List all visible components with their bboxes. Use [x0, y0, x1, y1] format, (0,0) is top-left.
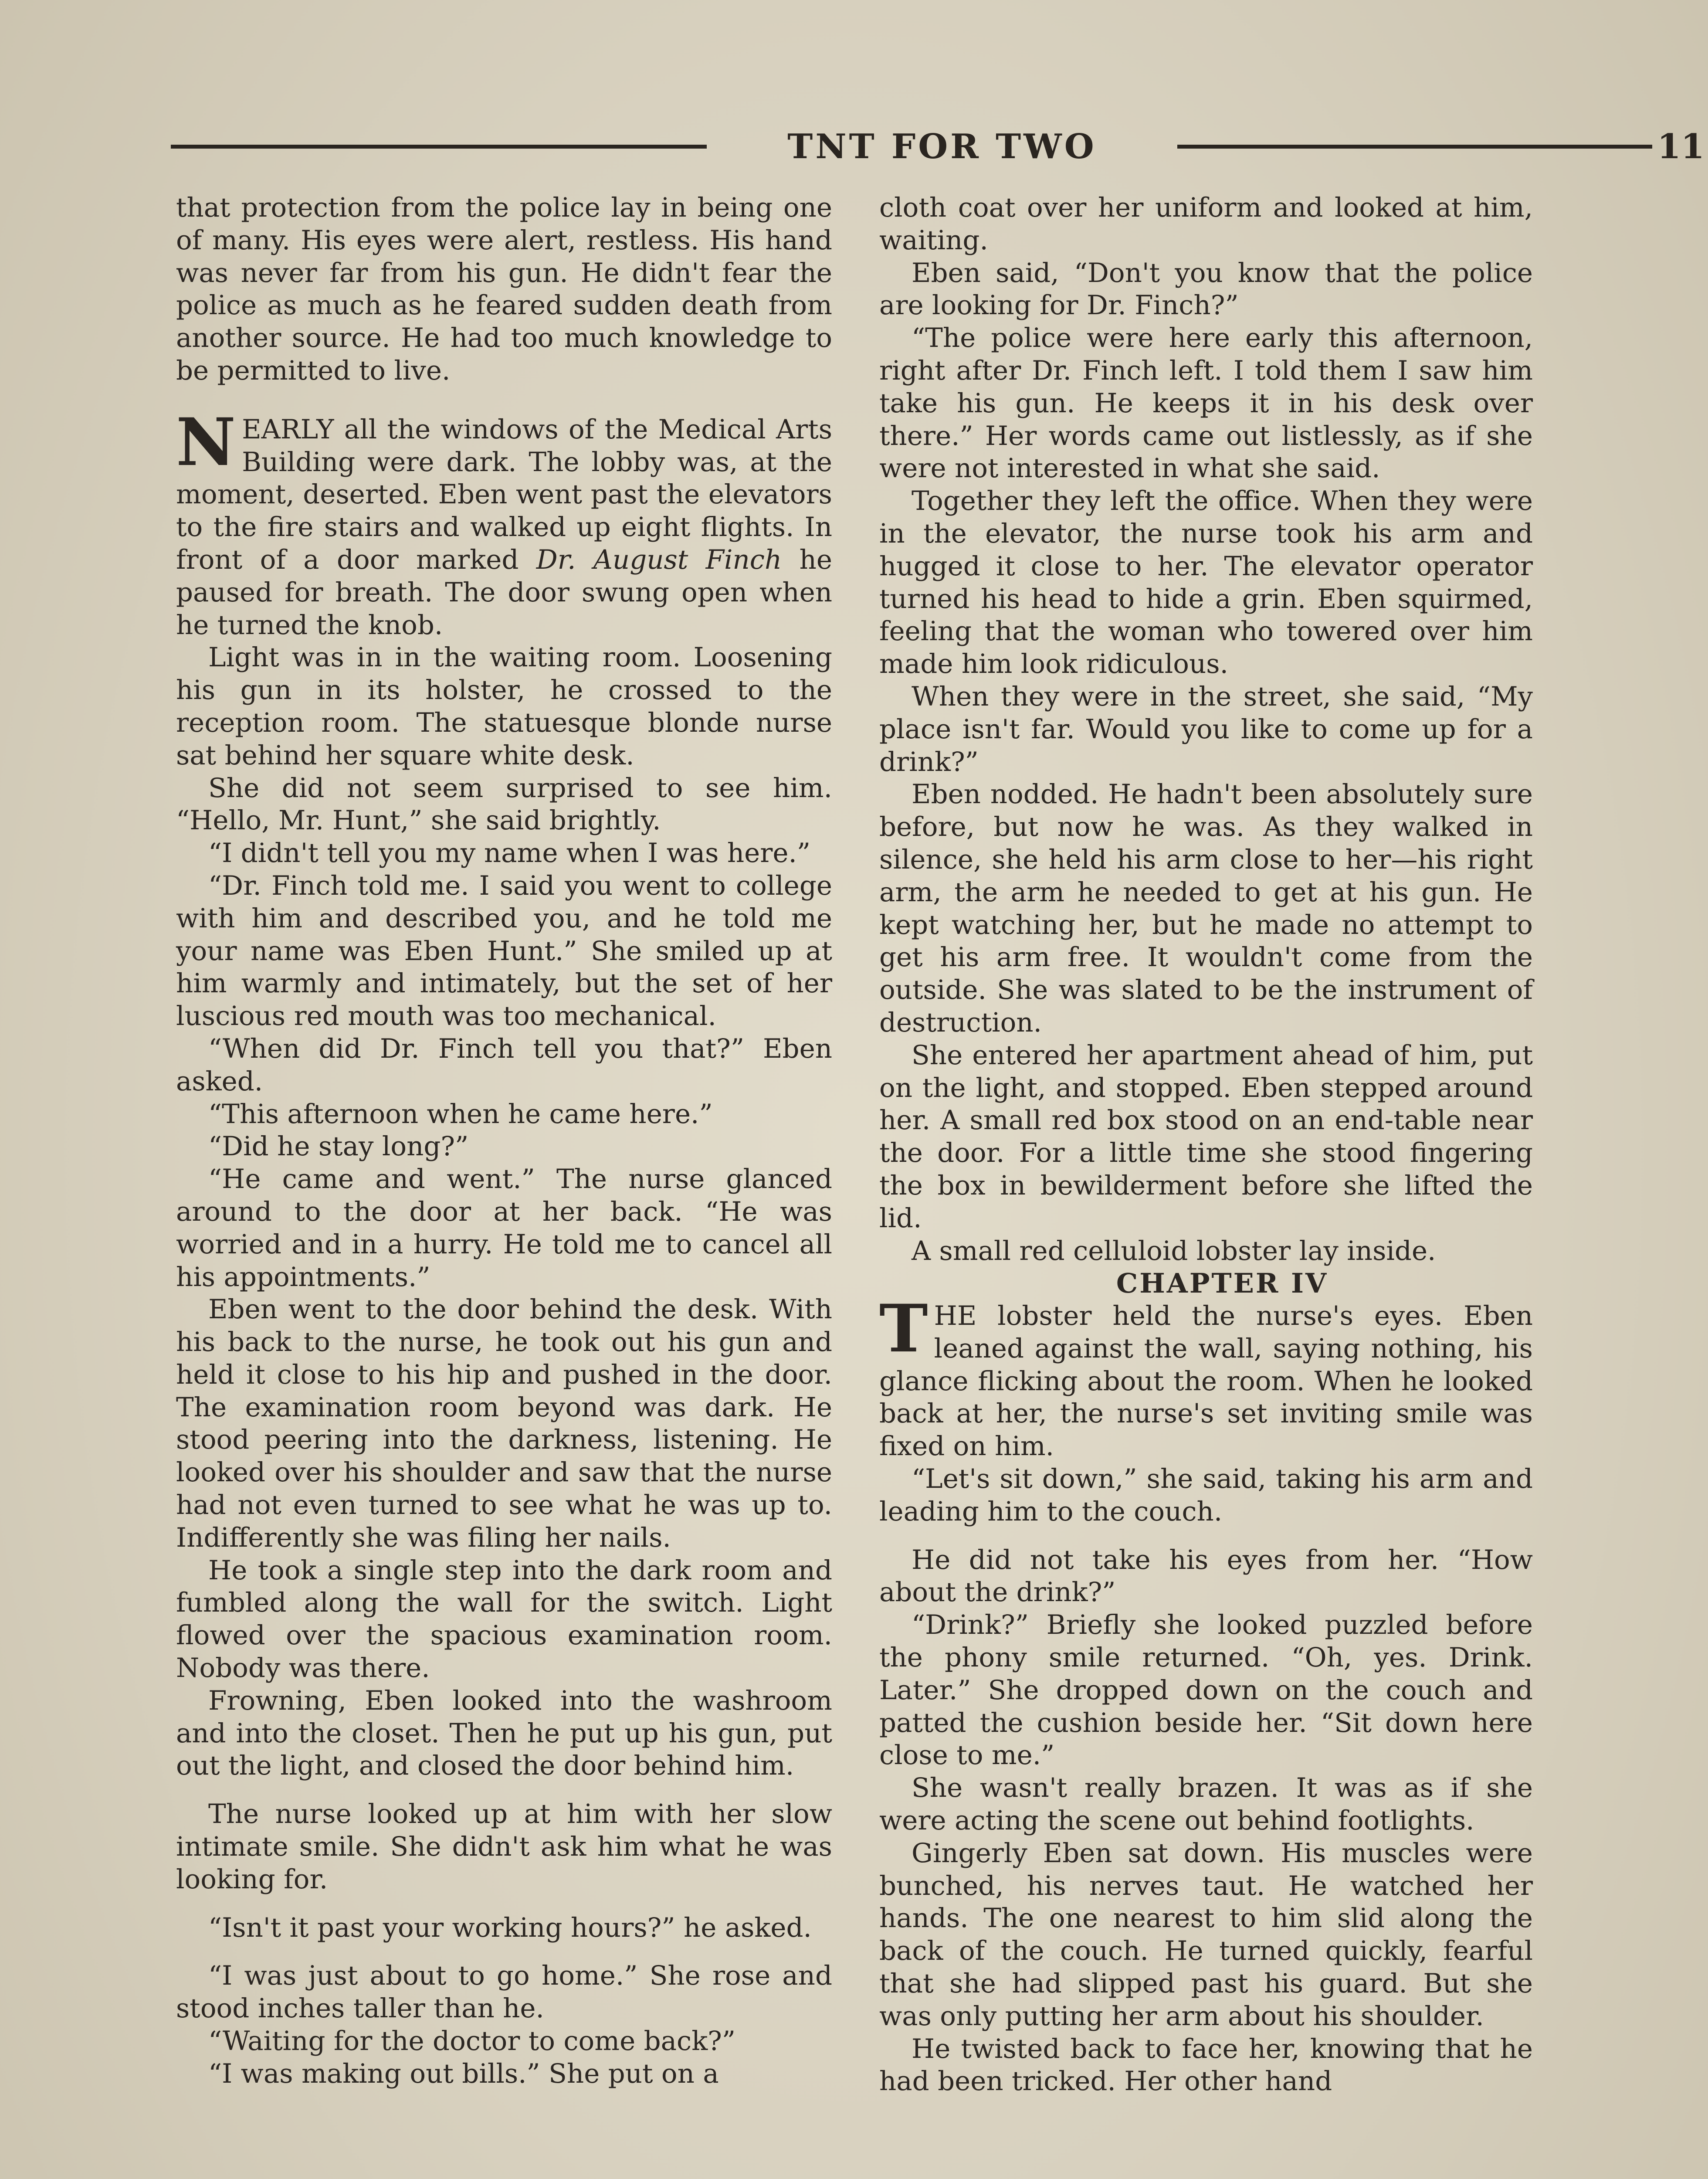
paragraph: cloth coat over her uniform and looked at him, waiting. [879, 192, 1533, 256]
paragraph: “Waiting for the doctor to come back?” [208, 2026, 736, 2057]
paragraph: “This afternoon when he came here.” [208, 1098, 713, 1130]
paragraph: “I didn't tell you my name when I was here.” [208, 838, 811, 869]
paragraph: The nurse looked up at him with her slow intimate smile. She didn't ask him what he was looking for. [176, 1799, 832, 1895]
paragraph: Eben went to the door behind the desk. With his back to the nurse, he took out his gun and held it close to his hip and pushed in the door. The examination room beyond was dark. He stood peering into the darkness, listening. He looked over his shoulder and saw that the nurse had not even turned to see what he was up to. Indifferently she was filing her nails. [176, 1294, 832, 1553]
paragraph: “Let's sit down,” she said, taking his arm and leading him to the couch. [879, 1463, 1533, 1527]
paragraph-text: HE lobster held the nurse's eyes. Eben leaned against the wall, saying nothing, his glance flicking about the room. When he looked back at her, the nurse's set inviting smile was fixed on him. [879, 1300, 1533, 1462]
paragraph: “The police were here early this afternoon, right after Dr. Finch left. I told them I saw him take his gun. He keeps it in his desk over there.” Her words came out listlessly, as if she were not interested in what she said. [879, 322, 1533, 484]
paragraph: He took a single step into the dark room and fumbled along the wall for the switch. Light flowed over the spacious examination room. Nobody was there. [176, 1554, 832, 1684]
right-column [879, 192, 1533, 2098]
paragraph: She wasn't really brazen. It was as if she were acting the scene out behind footlights. [879, 1772, 1533, 1836]
paragraph: A small red celluloid lobster lay inside. [912, 1235, 1436, 1266]
paragraph [176, 404, 832, 642]
header-rule-left [171, 145, 707, 149]
paragraph: Light was in in the waiting room. Loosening his gun in its holster, he crossed to the reception room. The statuesque blonde nurse sat behind her square white desk. [176, 642, 832, 771]
paragraph-text: EARLY all the windows of the Medical Arts Building were dark. The lobby was, at the moment, deserted. Eben went past the elevators to the fire stairs and walked up eight flights. In front of a door marked [176, 414, 832, 575]
drop-cap: N [176, 404, 236, 481]
paragraph: “He came and went.” The nurse glanced around to the door at her back. “He was worried and in a hurry. He told me to cancel all his appointments.” [176, 1164, 832, 1293]
paragraph: “Drink?” Briefly she looked puzzled before the phony smile returned. “Oh, yes. Drink. Later.” She dropped down on the couch and patted the cushion beside her. “Sit down here close to me.” [879, 1609, 1533, 1771]
paragraph: Gingerly Eben sat down. His muscles were bunched, his nerves taut. He watched her hands. The one nearest to him slid along the back of the couch. He turned quickly, fearful that she had slipped past his guard. But she was only putting her arm about his shoulder. [879, 1837, 1533, 2032]
drop-cap: T [879, 1290, 928, 1368]
paragraph: Eben nodded. He hadn't been absolutely sure before, but now he was. As they walked in silence, she held his arm close to her—his right arm, the arm he needed to get at his gun. He kept watching her, but he made no attempt to get his arm free. It wouldn't come from the outside. She was slated to be the instrument of destruction. [879, 779, 1533, 1038]
paragraph: “Dr. Finch told me. I said you went to college with him and described you, and he told me your name was Eben Hunt.” She smiled up at him warmly and intimately, but the set of her luscious red mouth was too mechanical. [176, 870, 832, 1032]
paragraph-text: he paused for breath. The door swung open when he turned the knob. [176, 544, 832, 641]
paragraph: She did not seem surprised to see him. “Hello, Mr. Hunt,” she said brightly. [176, 772, 832, 836]
paragraph: Frowning, Eben looked into the washroom and into the closet. Then he put up his gun, put out the light, and closed the door behind him. [176, 1685, 832, 1782]
paragraph: “I was just about to go home.” She rose and stood inches taller than he. [176, 1960, 832, 2024]
paragraph: Eben said, “Don't you know that the police are looking for Dr. Finch?” [879, 257, 1533, 321]
running-header [171, 127, 1705, 166]
paragraph: “When did Dr. Finch tell you that?” Eben asked. [176, 1033, 832, 1097]
paragraph [879, 1290, 1533, 1463]
paragraph: that protection from the police lay in being one of many. His eyes were alert, restless. His hand was never far from his gun. He didn't fear the police as much as he feared sudden death from another source. He had too much knowledge to be permitted to live. [176, 192, 832, 386]
paragraph: He twisted back to face her, knowing that he had been tricked. Her other hand [879, 2033, 1533, 2097]
paragraph: He did not take his eyes from her. “How about the drink?” [879, 1544, 1533, 1608]
doctor-name-italic: Dr. August Finch [536, 544, 782, 575]
paragraph: When they were in the street, she said, “My place isn't far. Would you like to come up for a drink?” [879, 681, 1533, 777]
paragraph: “Isn't it past your working hours?” he asked. [208, 1912, 812, 1943]
running-title: TNT FOR TWO [787, 127, 1097, 166]
header-rule-right [1177, 145, 1652, 149]
paragraph: “Did he stay long?” [208, 1131, 469, 1162]
page-number: 11 [1657, 127, 1705, 166]
paragraph: Together they left the office. When they were in the elevator, the nurse took his arm and hugged it close to her. The elevator operator turned his head to hide a grin. Eben squirmed, feeling that the woman who towered over him made him look ridiculous. [879, 485, 1533, 680]
left-column [176, 192, 832, 2091]
chapter-heading: CHAPTER IV [1116, 1267, 1328, 1300]
paragraph: She entered her apartment ahead of him, put on the light, and stopped. Eben stepped around her. A small red box stood on an end-table near the door. For a little time she stood fingering the box in bewilderment before she lifted the lid. [879, 1039, 1533, 1234]
paragraph: “I was making out bills.” She put on a [208, 2058, 719, 2089]
